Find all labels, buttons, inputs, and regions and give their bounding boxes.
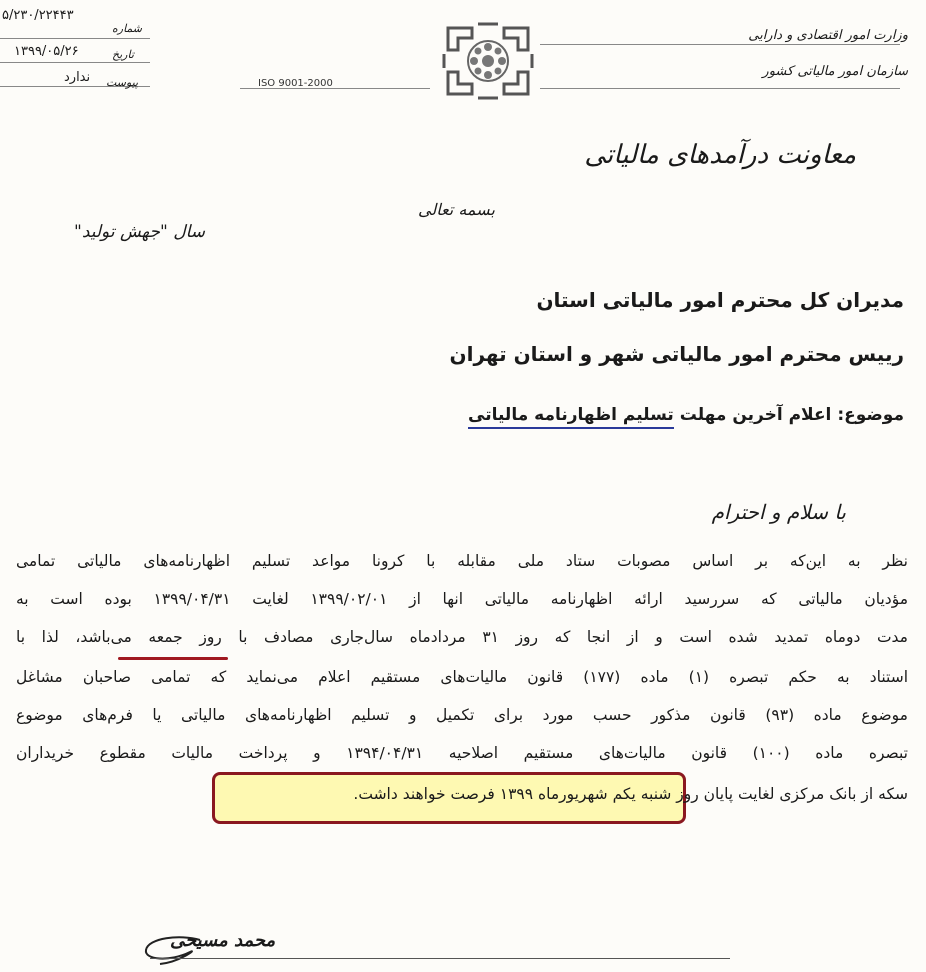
body-line-1: نظر به این‌که بر اساس مصوبات ستاد ملی مقابله با کرونا مواعد تسلیم اظهارنامه‌های مالیاتی تمامی bbox=[16, 552, 908, 570]
attachment-value: ندارد bbox=[64, 70, 91, 85]
signature-rule bbox=[150, 958, 730, 959]
recipient-line-1: مدیران کل محترم امور مالیاتی استان bbox=[536, 288, 904, 312]
signatory-name: محمد مسیحی bbox=[170, 930, 276, 951]
greeting: با سلام و احترام bbox=[711, 500, 846, 524]
year-slogan: سال "جهش تولید" bbox=[74, 222, 205, 242]
header-rule bbox=[0, 38, 150, 39]
recipient-line-2: رییس محترم امور مالیاتی شهر و استان تهران bbox=[449, 342, 904, 366]
body-line-2: مؤدیان مالیاتی که سررسید ارائه اظهارنامه مالیاتی انها از ۱۳۹۹/۰۲/۰۱ لغایت ۱۳۹۹/۰۴/۳۱ بوده است به bbox=[16, 590, 908, 608]
body-line-3: مدت دوماه تمدید شده است و از انجا که روز ۳۱ مردادماه سال‌جاری مصادف با روز جمعه می‌باشد، لذا با bbox=[16, 628, 908, 646]
subject-line bbox=[468, 405, 904, 425]
letter-number: ۵/۲۳۰/۲۲۴۴۳ bbox=[2, 8, 74, 23]
iso-mark: ISO 9001-2000 bbox=[258, 78, 333, 89]
subject-underlined-text: تسلیم اظهارنامه مالیاتی bbox=[468, 405, 674, 429]
attachment-label: پیوست bbox=[106, 76, 139, 89]
invocation: بسمه تعالی bbox=[418, 200, 495, 219]
red-underline-mark bbox=[118, 657, 228, 660]
header-org-block bbox=[728, 18, 908, 90]
organization-logo bbox=[440, 18, 536, 104]
organization-name: سازمان امور مالیاتی کشور bbox=[762, 64, 908, 79]
date-label: تاریخ bbox=[112, 48, 134, 61]
department-title: معاونت درآمدهای مالیاتی bbox=[584, 140, 856, 170]
number-label: شماره bbox=[112, 22, 143, 35]
body-line-5: موضوع ماده (۹۳) قانون مذکور حسب مورد برای تکمیل و تسلیم اظهارنامه‌های مالیاتی یا فرم‌های موضوع bbox=[16, 706, 908, 724]
body-line-6: تبصره ماده (۱۰۰) قانون مالیات‌های مستقیم اصلاحیه ۱۳۹۴/۰۴/۳۱ و پرداخت مالیات مقطوع خریداران bbox=[16, 744, 908, 762]
subject-text: اعلام آخرین مهلت bbox=[679, 405, 832, 425]
letter-date: ۱۳۹۹/۰۵/۲۶ bbox=[14, 44, 79, 59]
body-line-4: استناد به حکم تبصره (۱) ماده (۱۷۷) قانون مالیات‌های مستقیم اعلام می‌نماید که تمامی صاحبان مشاغل bbox=[16, 668, 908, 686]
subject-label: موضوع: bbox=[837, 405, 904, 425]
body-line-7: سکه از بانک مرکزی لغایت پایان روز شنبه یکم شهریورماه ۱۳۹۹ فرصت خواهند داشت. bbox=[353, 785, 908, 803]
header-rule bbox=[0, 62, 150, 63]
ministry-name: وزارت امور اقتصادی و دارایی bbox=[748, 28, 908, 43]
